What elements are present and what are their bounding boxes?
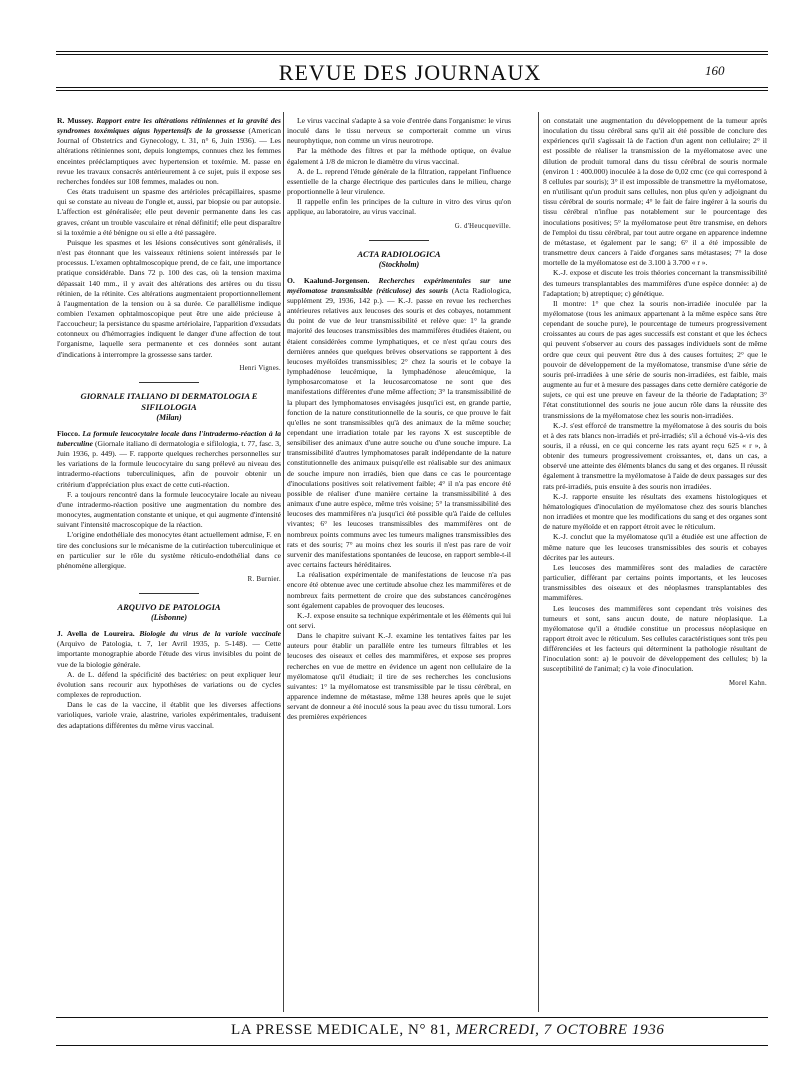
paragraph: Les leucoses des mammifères sont des maladies de caractère particulier, différant par certains points importants, et les leucoses transmissibles des oiseaux et des néoplasmes transplantables des mammifères. [543, 562, 767, 603]
article-title: Biologie du virus de la variole vaccinale [139, 629, 281, 639]
header-rule-top-double [56, 54, 768, 55]
paragraph: Dans le cas de la vaccine, il établit que les diverses affections varioliques, variole vraie, alastrine, varioles expérimentales, traduisent des adaptations différentes du même virus vaccinal. [57, 700, 281, 730]
article-reference: (American Journal of Obstetrics and Gynecology, t. 31, n° 6, Juin 1936). — Les altérations rétiniennes sont, depuis longtemps, connues chez les femmes enceintes prééclamptiques avec hypertension et toxémie. M. passe en revue les travaux consacrés antérieurement à ce sujet, puis il expose ses recherches fondées sur 108 femmes, malades ou non. [57, 126, 281, 186]
footer-rule-bottom [56, 1045, 768, 1046]
article-author: O. Kaalund-Jorgensen. [287, 275, 370, 285]
footer-rule-top [56, 1017, 768, 1018]
paragraph: Puisque les spasmes et les lésions consécutives sont généralisés, il n'est pas étonnant que les vaisseaux rétiniens soient intéressés par le processus. L'examen ophtalmoscopique prend, de ce fait, une importance pratique considérable. Dans 72 p. 100 des cas, où la tension maxima dépassait 140 mm., il y avait des altérations des artères ou du tissu rétinien, de la rétinite. Ces altérations augmentaient proportionnellement à l'augmentation de la tension ou à sa durée. Ce parallélisme indique combien l'examen ophtalmoscopique peut être une aide précieuse à l'accoucheur; la persistance du spasme artériolaire, l'apparition d'exsudats cotonneux ou d'hémorragies indiquent le danger d'une affection de tout l'organisme, laquelle sera permanente et ces données sont autant d'indications à interrompre la grossesse sans tarder. [57, 237, 281, 359]
article-reference: (Arquivo de Patologia, t. 7, 1er Avril 1935, p. 5-148). — Cette importante monographie aborde l'étude des virus invisibles du point de vue de la biologie générale. [57, 639, 281, 669]
page-number: 160 [705, 63, 725, 78]
footer-journal: LA PRESSE MEDICALE, N° [231, 1022, 427, 1038]
footer-issue: 81, [430, 1022, 451, 1038]
signature: Morel Kahn. [728, 679, 767, 687]
section-title: GIORNALE ITALIANO DI DERMATOLOGIA E SIFILOLOGIA [80, 390, 258, 412]
column-1 [57, 116, 281, 731]
paragraph: K.-J. rapporte ensuite les résultats des examens histologiques et hématologiques d'inoculation de myélomatose chez des souris blanches non irradiées et montre que les modifications du sang et des organes sont de nature myéloïde et en rapport étroit avec le réticulum. [543, 491, 767, 532]
section-separator [139, 593, 199, 594]
page-title: REVUE DES JOURNAUX [278, 60, 542, 85]
paragraph: Ces états traduisent un spasme des artérioles précapillaires, spasme qui se constate au niveau de l'ongle et, aussi, par biopsie ou par autopsie. L'affection est généralisée; elle peut devenir permanente dans les cas graves, créant un trouble vasculaire et rénal définitif; elle peut disparaître si la toxémie a été bénigne ou si elle a été passagère. [57, 187, 281, 237]
paragraph: F. a toujours rencontré dans la formule leucocytaire locale au niveau d'une intradermo-réaction positive une augmentation du nombre des monocytes, augmentation constante et unique, et qui augmente d'intensité suivant l'intensité macroscopique de la réaction. [57, 489, 281, 530]
article-mussey [57, 116, 281, 187]
article-reference: (Acta Radiologica, supplément 29, 1936, 142 p.). — K.-J. passe en revue les recherches antérieures relatives aux leucoses des souris et des cobayes, notamment du point de vue de leur transmissibilité et relève que: 1° la grande majorité des leucoses transmissibles des mammifères étudiées étaient, ou étaient considérées comme lymphatiques, et ce n'est qu'au cours des dernières années que quelques brèves observations se rapportent à des leucoses myéloïdes transmissibles; 2° chez la souris et le cobaye la lymphadénose leucémique, la lymphadénose aleucémique, la lymphosarcomatose et la leucosarcomatose ne sont que des manifestations différentes d'une même affection; 3° la transmissibilité de la plupart des lymphomatoses envisagées jusqu'ici est, en grande partie, fonction de la nature constitutionnelle de la souris, ce que prouve le fait qu'elles ne sont transmissibles qu'à des animaux de la même souche; cependant une irradiation totale par les rayons X est susceptible de sensibiliser des animaux d'une autre souche ou d'une souche impure. La transmissibilité d'autres lymphomatoses paraît indépendante de la nature constitutionnelle des animaux puisqu'elle est réalisable sur des animaux de souche impure non irradiés, bien que dans ce cas le pourcentage d'inoculations positives soit relativement faible; 4° il n'a pas encore été possible de réaliser d'une manière certaine la transmissibilité à des animaux d'une autre espèce, même très voisine; 5° la transmissibilité des leucoses des mammifères n'a jusqu'ici été possible qu'à l'aide de cellules vivantes; 6° les leucoses transmissibles des mammifères ont de nombreux points communs avec les tumeurs malignes transmissibles des rats et des souris; 7° au moins chez les souris il n'est pas rare de voir survenir des manifestations spontanées de leucose, en rapport semble-t-il avec certains facteurs héréditaires. [287, 285, 511, 570]
article-avella [57, 629, 281, 670]
paragraph: A. de L. reprend l'étude générale de la filtration, rappelant l'influence essentielle de la charge électrique des particules dans le milieu, charge proportionnelle à leur virulence. [287, 166, 511, 197]
signature: R. Burnier. [247, 576, 281, 584]
article-title: Rapport entre les altérations rétiniennes et la gravité des syndromes toxémiques aigus hypertensifs de la grossesse [57, 116, 281, 136]
paragraph: Il montre: 1° que chez la souris non-irradiée inoculée par la myélomatose (tous les animaux appartenant à la même espèce sans être cependant de souche pure), le pourcentage de tumeurs progressivement croissantes au cours de pas ages successifs est constant et que les échecs qui peuvent s'observer au cours des passages individuels sont de même ordre que ceux qui peuvent être dus à des causes fortuites; 2° que le pouvoir de développement de la myélomatose, transmise d'une série de souris pré-irradiées à une série de souris non-irradiées, est faible, mais augmente au fur et à mesure des passages dans cette dernière catégorie de sujets, ce qui est une preuve en faveur de la théorie de l'adaptation; 3° l'état constitutionnel des souris ne joue aucun rôle dans la réussite des transmissions de la myélomatose chez les souris non-irradiées. [543, 298, 767, 420]
paragraph: Par la méthode des filtres et par la méthode optique, on évalue également à 1/8 de micron le diamètre du virus vaccinal. [287, 146, 511, 166]
paragraph: La réalisation expérimentale de manifestations de leucose n'a pas encore été obtenue avec une certitude absolue chez les mammifères et de nombreux faits permettent de croire que des substances cancérogènes sont également capables de provoquer des leucoses. [287, 570, 511, 610]
column-divider-1 [283, 112, 284, 1012]
column-divider-2 [538, 112, 539, 1012]
paragraph: K.-J. s'est efforcé de transmettre la myélomatose à des souris du bois et à des rats blancs non-irradiés et pré-irradiés; s'il a échoué vis-à-vis des souris, il a réussi, en ce qui concerne les rats ayant reçu 625 « r », à obtenir des tumeurs progressivement croissantes, et, dans un cas, a observé une atteinte des éléments blancs du sang et des organes. Il réussit également à transmettre la myélomatose à l'aide de deux passages sur des rats pré-irradiés, puis ensuite à des souris non irradiées. [543, 420, 767, 491]
footer [56, 1022, 768, 1042]
column-2 [287, 116, 511, 723]
section-separator [139, 382, 199, 383]
section-city: (Stockholm) [378, 259, 420, 269]
signature: Henri Vignes. [239, 364, 281, 372]
paragraph: on constatait une augmentation du développement de la tumeur après inoculation du tissu cérébral sans qu'il ait été possible de conclure des expériences qu'il s'agissait là de l'action d'un agent non cellulaire; 2° il est possible de réaliser la transmission de la myélomatose avec une dilution de produit tumoral dans du tissu cérébral de souris normale (environ 1 : 400.000) inoculée à la dose de 0,02 cmc (ce qui correspond à 8 cellules par souris); 3° il est impossible de transmettre la myélomatose, en n'utilisant qu'un produit sans cellules, non plus qu'en y adjoignant du tissu cérébral de souris normale; 4° le fait de faire ingérer à la souris du tissu cérébral n'influe pas notablement sur le pourcentage des inoculations positives; 5° la myélomatose peut être transmise, en dehors de l'emploi du tissu cérébral, par tout autre organe en apparence indemne de métastase, et également par le sang; 6° il a été impossible de transmettre deux cancers à l'aide d'organes sans métastases; 7° la dose mortelle de la myélomatose est de 3.100 à 3.700 « r ». [543, 116, 767, 268]
section-city: (Milan) [156, 412, 182, 422]
paragraph: K.-J. expose et discute les trois théories concernant la transmissibilité des tumeurs transplantables des mammifères d'une espèce donnée: a) de l'adaptation; b) atreptique; c) génétique. [543, 268, 767, 298]
header-rule-bottom-double [56, 90, 768, 91]
paragraph: Dans le chapitre suivant K.-J. examine les tentatives faites par les auteurs pour établir un parallèle entre les tumeurs filtrables et les leucoses des oiseaux et celles des mammifères, et expose ses propres recherches en vue de mettre en évidence un agent non cellulaire de la myélomatose qu'il étudiait; il tire de ses recherches les conclusions suivantes: 1° la myélomatose est transmissible par le tissu cérébral, en apparence indemne de métastase, même 138 heures après que le sujet servant de donneur a été inoculé sous la peau avec du tissu tumoral. Lors des premières expériences [287, 631, 511, 722]
footer-date: MERCREDI, 7 OCTOBRE 1936 [455, 1022, 665, 1038]
paragraph: K.-J. conclut que la myélomatose qu'il a étudiée est une affection de même nature que les leucoses transmissibles des souris et cobayes décrites par les auteurs. [543, 532, 767, 562]
section-city: (Lisbonne) [151, 613, 187, 622]
article-title: Recherches expérimentales sur une myélomatose transmissible (réticulose) des souris [287, 275, 511, 295]
paragraph: Le virus vaccinal s'adapte à sa voie d'entrée dans l'organisme: le virus inoculé dans le tissu nerveux se comporterait comme un virus neurophytique, non comme un virus neurotrope. [287, 116, 511, 146]
signature: G. d'Heucqueville. [454, 222, 511, 230]
column-3 [543, 116, 767, 697]
article-kaalund-jorgensen [287, 276, 511, 571]
article-fiocco [57, 429, 281, 490]
footer-text [231, 1022, 664, 1039]
article-author: R. Mussey. [57, 116, 94, 125]
section-title: ACTA RADIOLOGICA [357, 248, 441, 259]
article-author: J. Avella de Loureira. [57, 629, 135, 639]
article-reference: (Giornale italiano di dermatologia e sifilologia, t. 77, fasc. 3, Juin 1936, p. 449). — F. rapporte quelques recherches personnelles sur les variations de la formule leucocytaire du sang prélevé au niveau des intradermo-réactions tuberculiniques, afin de pouvoir obtenir un critérium d'appréciation plus exact de cette cuti-réaction. [57, 439, 281, 489]
paragraph: L'origine endothéliale des monocytes étant actuellement admise, F. en tire des conclusions sur le mécanisme de la cutiréaction tuberculinique et en particulier sur le rôle du système réticulo-endothélial dans ce phénomène allergique. [57, 530, 281, 570]
paragraph: A. de L. défend la spécificité des bactéries: on peut expliquer leur évolution sans recourir aux hypothèses de variations ou de cycles complexes de reproduction. [57, 669, 281, 700]
section-title: ARQUIVO DE PATOLOGIA [117, 602, 221, 612]
header-rule-bottom [56, 87, 768, 88]
article-author: Fiocco. [57, 428, 80, 438]
header-rule-top [56, 51, 768, 52]
article-title: La formule leucocytaire locale dans l'intradermo-réaction à la tuberculine [57, 428, 281, 449]
paragraph: Les leucoses des mammifères sont cependant très voisines des tumeurs et sont, sans aucun doute, de nature néoplasique. La myélomatose qu'il a étudiée constitue un processus néoplasique en rapport étroit avec le réticulum. Ses cellules caractéristiques sont très peu différenciées et les facteurs qui déterminent la pathologie résultant de l'inoculation sont: a) le pouvoir de développement des cellules; b) la susceptibilité de l'animal; c) la voie d'inoculation. [543, 603, 767, 674]
section-separator [369, 240, 429, 241]
paragraph: K.-J. expose ensuite sa technique expérimentale et les éléments qui lui ont servi. [287, 610, 511, 630]
paragraph: Il rappelle enfin les principes de la culture in vitro des virus qu'on applique, au laboratoire, au virus vaccinal. [287, 197, 511, 217]
